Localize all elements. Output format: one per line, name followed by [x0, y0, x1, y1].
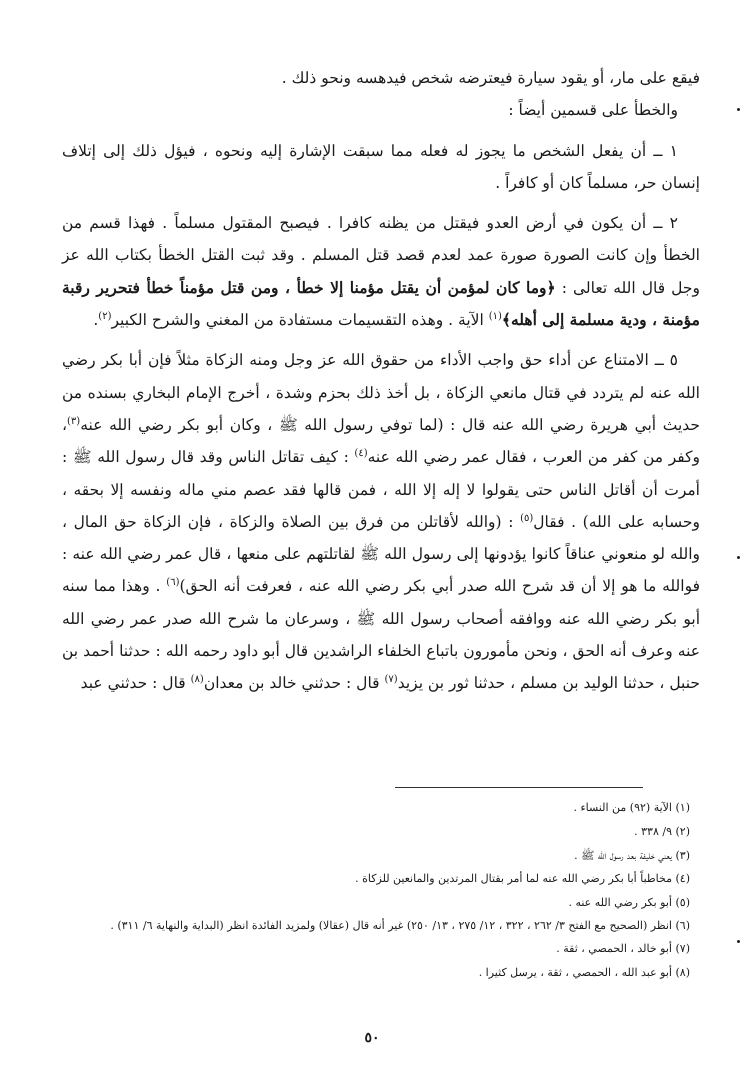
item-5-text-b: ، وكفر من كفر من العرب ، فقال عمر رضي الله عنه: [62, 415, 700, 467]
footnote-1: (١) الآية (٩٢) من النساء .: [573, 801, 690, 814]
item-5-text-d: : (والله لأقاتلن من فرق بين الصلاة والزكاة ، فإن الزكاة حق المال ، والله لو منعوني عناقاً كانوا يؤدونها إلى رسول الله ﷺ لقاتلتهم على منعها ، قال عمر رضي الله عنه : فوالله ما هو إلا أن قد شرح الله صدر أبي بكر رضي الله عنه ، فعرفت أنه الحق): [62, 512, 701, 596]
footnote-marker-4[interactable]: (٤): [354, 448, 368, 460]
item-5-text-e: . وهذا مما سنه أبو بكر رضي الله عنه ووافقه أصحاب رسول الله ﷺ ، وسرعان ما شرح الله صدر عمر رضي الله عنه وعرف أنه الحق ، ونحن مأمورون باتباع الخلفاء الراشدين قال أبو داود رحمه الله : حدثنا أحمد بن حنبل ، حدثنا الوليد بن مسلم ، حدثنا ثور بن يزيد: [62, 577, 700, 693]
margin-mark: [737, 108, 740, 111]
item-5-text-a: ٥ ــ الامتناع عن أداء حق واجب الأداء من حقوق الله عز وجل ومنه الزكاة مثلاً فإن أبا بكر رضي الله عنه لم يتردد في قتال مانعي الزكاة ، بل أخذ ذلك بحزم وشدة ، أخرج الإمام البخاري بسنده من حديث أبي هريرة رضي الله عنه قال : (لما توفي رسول الله ﷺ ، وكان أبو بكر رضي الله عنه: [62, 351, 700, 434]
item-1: ١ ــ أن يفعل الشخص ما يجوز له فعله مما سبقت الإشارة إليه ونحوه ، فيؤل ذلك إلى إتلاف إنسان حر، مسلماً كان أو كافراً .: [62, 141, 700, 192]
intro-line: فيقع على مار، أو يقود سيارة فيعترضه شخص فيدهسه ونحو ذلك .: [281, 69, 700, 87]
paragraph-gap: [62, 127, 700, 135]
footnote-marker-5[interactable]: (٥): [520, 512, 534, 524]
item-5-text-c: : كيف تقاتل الناس وقد قال رسول الله ﷺ : أمرت أن أقاتل الناس حتى يقولوا لا إله إلا الله ، فمن قالها فقد عصم مني ماله ونفسه إلا بحقه ، وحسابه على الله) . فقال: [62, 448, 700, 531]
footnote-marker-8[interactable]: (٨): [190, 674, 204, 686]
item-5-text-g: قال : حدثني عبد: [80, 674, 191, 693]
item-2-end: .: [93, 311, 99, 330]
item-2-text-b: الآية . وهذه التقسيمات مستفادة من المغني والشرح الكبير: [111, 311, 489, 330]
paragraph-gap: [62, 336, 700, 344]
page-number: ٥٠: [364, 1030, 380, 1046]
item-2: [62, 207, 700, 336]
footnote-marker-7[interactable]: (٧): [384, 674, 398, 686]
footnote-7: (٧) أبو خالد ، الحمصي ، ثقة .: [556, 941, 690, 955]
paragraph-gap: [62, 199, 700, 207]
quran-quote: ﴿وما كان لمؤمن أن يقتل مؤمنا إلا خطأ ، ومن قتل مؤمناً خطأ فتحرير رقبة مؤمنة ، ودية مسلمة إلى أهله﴾: [62, 277, 700, 330]
item-5-text-f: قال : حدثني خالد بن معدان: [203, 674, 385, 693]
footnote-separator: [395, 787, 643, 788]
footnotes: [62, 796, 702, 985]
footnote-6: (٦) انظر (الصحيح مع الفتح ٣/ ٢٦٢ ، ٣٢٢ ، ١٢/ ٢٧٥ ، ١٣/ ٢٥٠) غير أنه قال (عقالا) ولمزيد الفائدة انظر (البداية والنهاية ٦/ ٣١١) .: [110, 918, 690, 932]
margin-mark: [737, 940, 740, 943]
footnote-marker-6[interactable]: (٦): [166, 577, 180, 589]
footnote-marker-3[interactable]: (٣): [67, 415, 81, 427]
margin-mark: [737, 556, 740, 559]
footnote-4: (٤) مخاطباً أبا بكر رضي الله عنه لما أمر بقتال المرتدين والمانعين للزكاة .: [355, 872, 690, 886]
footnote-8: (٨) أبو عبد الله ، الحمصي ، ثقة ، يرسل كثيرا .: [478, 965, 690, 979]
intro-line-2: والخطأ على قسمين أيضاً :: [508, 101, 678, 120]
item-2-text: ٢ ــ أن يكون في أرض العدو فيقتل من يظنه كافرا . فيصبح المقتول مسلماً . فهذا قسم من الخطأ وإن كانت الصورة صورة عمد لعدم قصد قتل المسلم . وقد ثبت القتل الخطأ بكتاب الله عز وجل قال الله تعالى :: [62, 214, 700, 297]
item-5: [62, 344, 700, 699]
footnote-5: (٥) أبو بكر رضي الله عنه .: [568, 896, 690, 910]
footnote-marker-2[interactable]: (٢): [98, 310, 112, 322]
footnote-marker-1[interactable]: (١): [488, 310, 502, 322]
footnote-2: (٢) ٩/ ٣٣٨ .: [634, 824, 690, 838]
footnote-3: (٣) يعني خليفة بعد رسول الله ﷺ .: [574, 848, 690, 862]
main-text: [62, 62, 700, 700]
